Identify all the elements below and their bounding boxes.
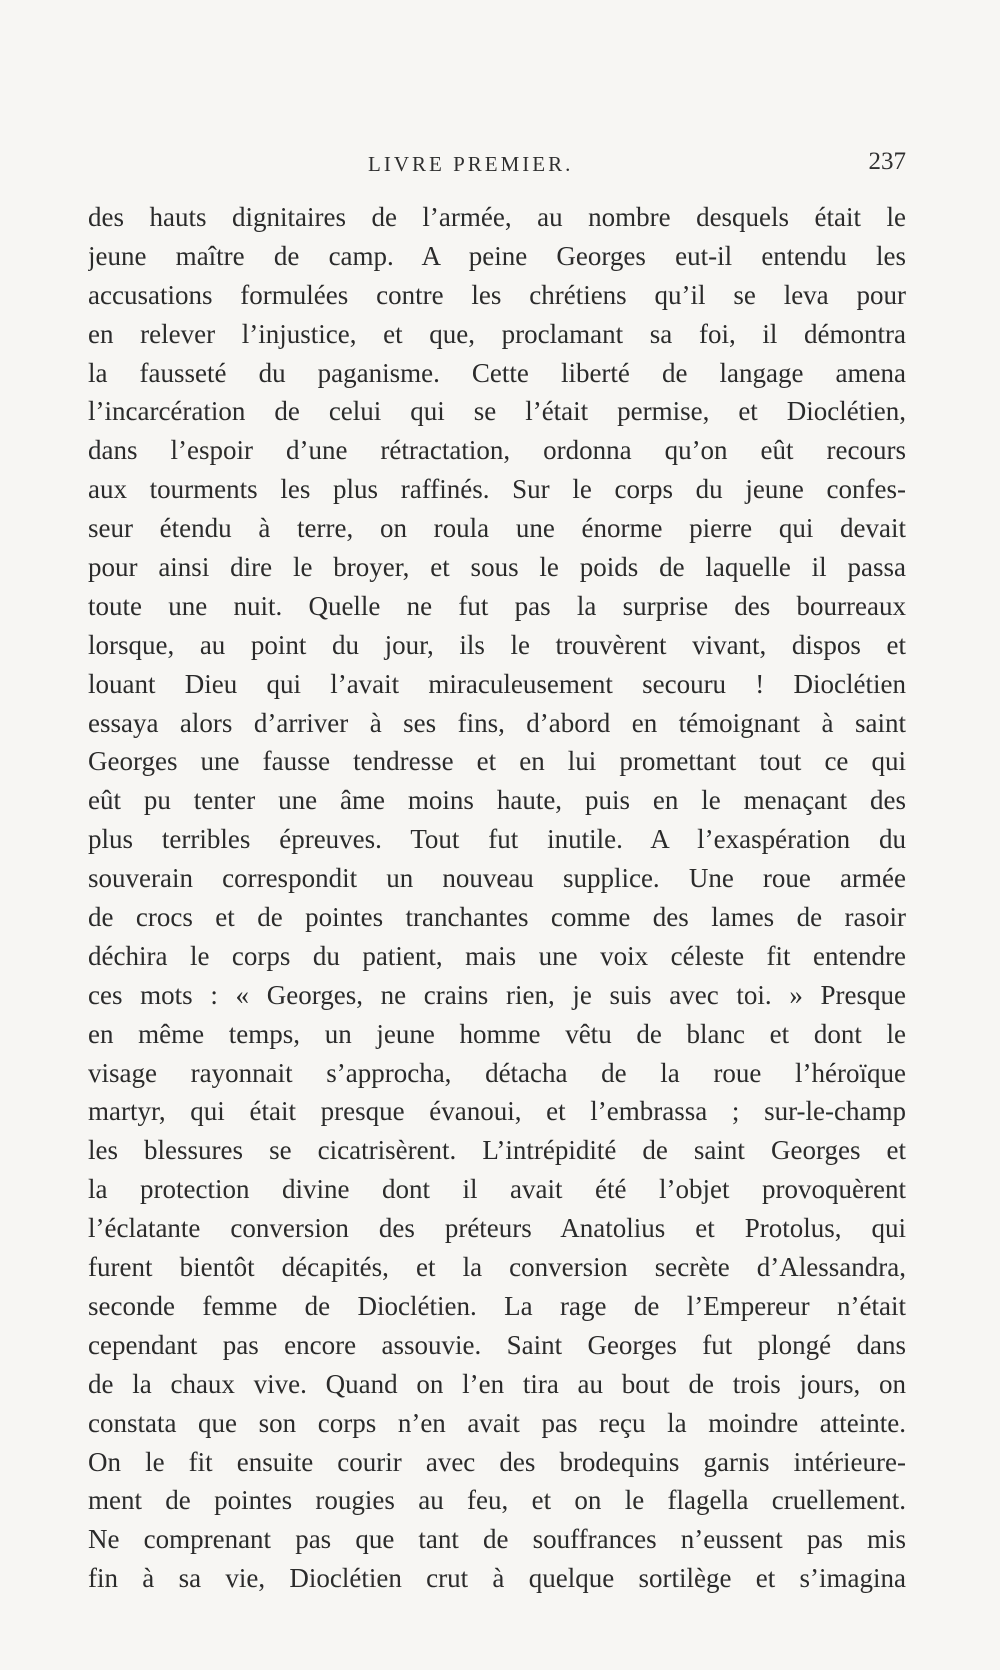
text-line: toute une nuit. Quelle ne fut pas la surprise des bourreaux: [88, 590, 906, 621]
text-line: la fausseté du paganisme. Cette liberté de langage amena: [88, 357, 906, 388]
text-line: accusations formulées contre les chrétiens qu’il se leva pour: [88, 279, 906, 310]
page-header: [88, 148, 906, 184]
text-line: plus terribles épreuves. Tout fut inutile. A l’exaspération du: [88, 824, 906, 855]
text-line: constata que son corps n’en avait pas reçu la moindre atteinte.: [88, 1407, 906, 1438]
body-text: [88, 198, 906, 1598]
page-number: 237: [868, 148, 906, 175]
text-line: jeune maître de camp. A peine Georges eut-il entendu les: [88, 240, 906, 271]
text-line: souverain correspondit un nouveau supplice. Une roue armée: [88, 863, 906, 894]
text-line: Ne comprenant pas que tant de souffrances n’eussent pas mis: [88, 1524, 906, 1555]
text-line: Georges une fausse tendresse et en lui promettant tout ce qui: [88, 746, 906, 777]
text-line: ces mots : « Georges, ne crains rien, je suis avec toi. » Presque: [88, 979, 906, 1010]
text-line: déchira le corps du patient, mais une voix céleste fit entendre: [88, 940, 906, 971]
text-line: On le fit ensuite courir avec des brodequins garnis intérieure-: [88, 1446, 906, 1477]
text-line: visage rayonnait s’approcha, détacha de la roue l’héroïque: [88, 1057, 906, 1088]
text-line: des hauts dignitaires de l’armée, au nombre desquels était le: [88, 202, 906, 232]
text-line: l’éclatante conversion des préteurs Anatolius et Protolus, qui: [88, 1213, 906, 1244]
text-line: seur étendu à terre, on roula une énorme pierre qui devait: [88, 513, 906, 544]
text-line: fin à sa vie, Dioclétien crut à quelque sortilège et s’imagina: [88, 1563, 906, 1594]
text-line: martyr, qui était presque évanoui, et l’embrassa ; sur-le-champ: [88, 1096, 906, 1127]
text-line: furent bientôt décapités, et la conversion secrète d’Alessandra,: [88, 1252, 906, 1283]
text-line: la protection divine dont il avait été l’objet provoquèrent: [88, 1174, 906, 1205]
text-line: de la chaux vive. Quand on l’en tira au bout de trois jours, on: [88, 1368, 906, 1399]
running-head: LIVRE PREMIER.: [368, 152, 574, 176]
text-line: lorsque, au point du jour, ils le trouvèrent vivant, dispos et: [88, 629, 906, 660]
text-line: ment de pointes rougies au feu, et on le flagella cruellement.: [88, 1485, 906, 1516]
text-line: en même temps, un jeune homme vêtu de blanc et dont le: [88, 1018, 906, 1049]
text-line: en relever l’injustice, et que, proclamant sa foi, il démontra: [88, 318, 906, 349]
text-line: dans l’espoir d’une rétractation, ordonna qu’on eût recours: [88, 435, 906, 466]
text-line: cependant pas encore assouvie. Saint Georges fut plongé dans: [88, 1329, 906, 1360]
text-line: aux tourments les plus raffinés. Sur le corps du jeune confes-: [88, 474, 906, 505]
text-line: l’incarcération de celui qui se l’était permise, et Dioclétien,: [88, 396, 906, 427]
text-line: pour ainsi dire le broyer, et sous le poids de laquelle il passa: [88, 552, 906, 583]
text-line: seconde femme de Dioclétien. La rage de l’Empereur n’était: [88, 1290, 906, 1321]
text-line: les blessures se cicatrisèrent. L’intrépidité de saint Georges et: [88, 1135, 906, 1166]
text-line: de crocs et de pointes tranchantes comme des lames de rasoir: [88, 902, 906, 933]
text-line: eût pu tenter une âme moins haute, puis en le menaçant des: [88, 785, 906, 816]
text-line: essaya alors d’arriver à ses fins, d’abord en témoignant à saint: [88, 707, 906, 738]
text-line: louant Dieu qui l’avait miraculeusement secouru ! Dioclétien: [88, 668, 906, 699]
